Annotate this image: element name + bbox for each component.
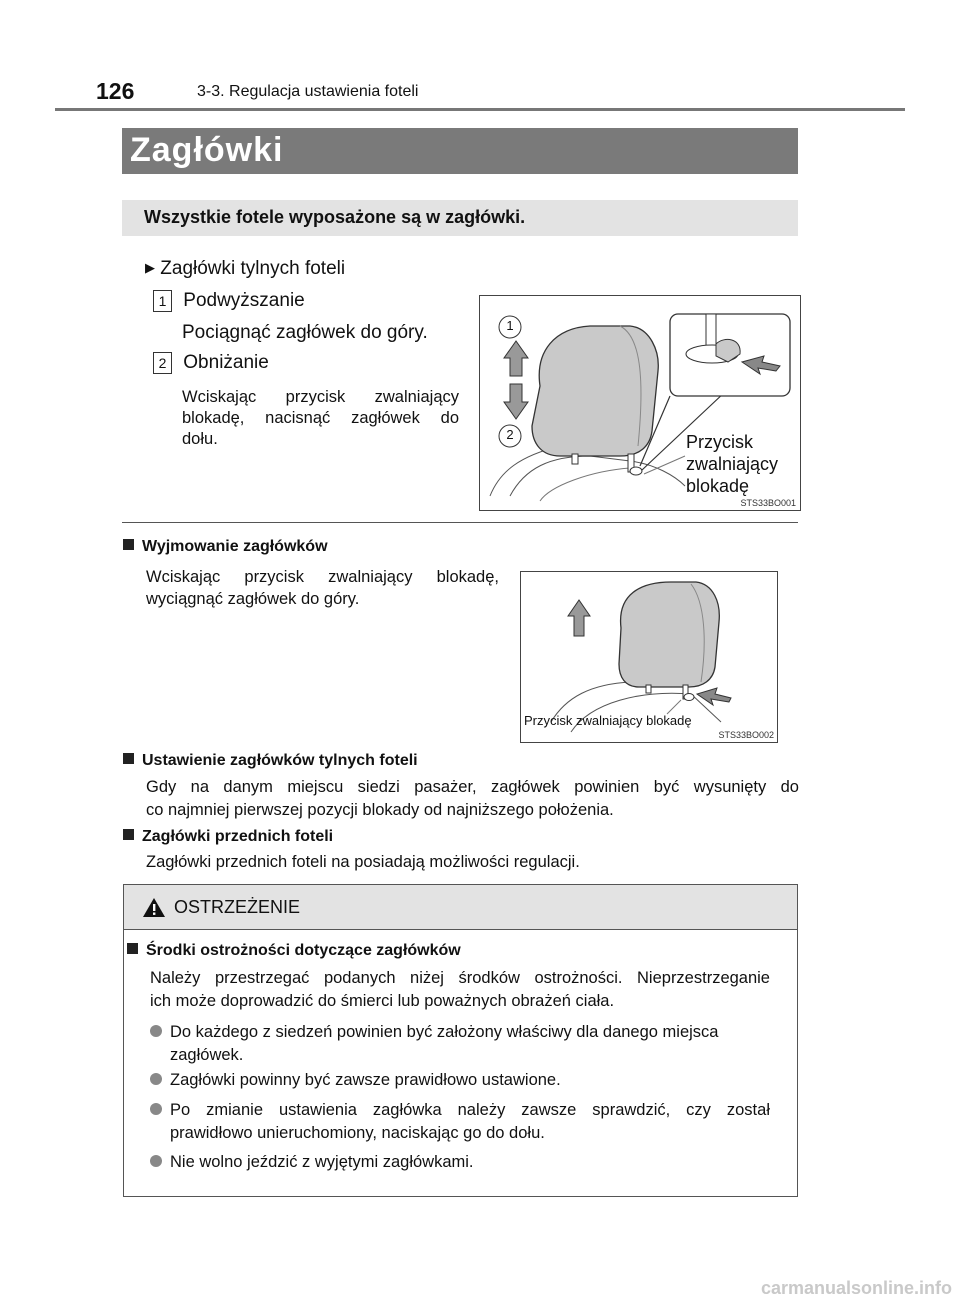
subtitle: Wszystkie fotele wyposażone są w zagłówki. — [144, 207, 526, 227]
figure2-caption: STS33BO002 — [718, 730, 774, 740]
rear-adjust-text-line: Gdy na danym miejscu siedzi pasażer, zagłówek powinien być wysunięty do — [146, 778, 799, 796]
step-2-text-line: blokadę, nacisnąć zagłówek do — [182, 409, 459, 427]
square-bullet-icon — [123, 829, 134, 840]
step-number-1: 1 — [153, 290, 172, 312]
warning-intro-line: Należy przestrzegać podanych niżej środków ostrożności. Nieprzestrzeganie — [150, 969, 770, 987]
warning-intro — [150, 967, 770, 1013]
front-text: Zagłówki przednich foteli na posiadają możliwości regulacji. — [146, 853, 580, 871]
step-2 — [153, 352, 269, 374]
warning-heading-text: Środki ostrożności dotyczące zagłówków — [146, 942, 461, 959]
warning-bullet-text: Po zmianie ustawienia zagłówka należy zawsze sprawdzić, czy został — [170, 1101, 770, 1119]
warning-box — [123, 884, 798, 1197]
figure-caption: STS33BO001 — [740, 498, 796, 508]
front-heading — [123, 828, 333, 846]
square-bullet-icon — [127, 943, 138, 954]
figure-label-line: Przycisk — [686, 432, 753, 452]
warning-bullet-2 — [150, 1071, 790, 1090]
rear-adjust-heading-text: Ustawienie zagłówków tylnych foteli — [142, 752, 418, 769]
rear-adjust-text-line: co najmniej pierwszej pozycji blokady od najniższego położenia. — [146, 801, 614, 819]
removal-text — [146, 566, 499, 610]
warning-bullet-text: Nie wolno jeździć z wyjętymi zagłówkami. — [170, 1153, 474, 1171]
figure-label-line: zwalniający — [686, 454, 779, 474]
removal-text-line: wyciągnąć zagłówek do góry. — [146, 590, 360, 608]
step-1-label: Podwyższanie — [183, 290, 305, 312]
warning-bullet-text: Do każdego z siedzeń powinien być założony właściwy dla danego miejsca — [170, 1023, 719, 1041]
circle-bullet-icon — [150, 1103, 162, 1115]
subtitle-bar — [122, 200, 798, 236]
triangle-bullet-icon: ▶ — [145, 260, 155, 275]
page-title: Zagłówki — [130, 131, 284, 169]
front-heading-text: Zagłówki przednich foteli — [142, 828, 334, 845]
removal-text-line: Wciskając przycisk zwalniający blokadę, — [146, 568, 499, 586]
warning-header — [124, 885, 797, 930]
step-2-label: Obniżanie — [183, 352, 269, 374]
chapter-title: 3-3. Regulacja ustawienia foteli — [197, 83, 419, 100]
warning-bullet-3 — [150, 1099, 770, 1145]
section-separator — [122, 522, 798, 523]
warning-triangle-icon — [142, 897, 166, 918]
figure-headrest-removal — [520, 571, 778, 743]
watermark: carmanualsonline.info — [760, 1278, 952, 1298]
warning-bullet-1 — [150, 1021, 790, 1067]
rear-heading-text: Zagłówki tylnych foteli — [160, 258, 346, 279]
step-1-text: Pociągnąć zagłówek do góry. — [182, 322, 428, 343]
warning-bullet-text: prawidłowo unieruchomiony, naciskając go do dołu. — [170, 1124, 545, 1142]
warning-bullet-4 — [150, 1153, 790, 1172]
warning-title: OSTRZEŻENIE — [174, 897, 301, 917]
circle-bullet-icon — [150, 1073, 162, 1085]
title-bar — [122, 128, 798, 174]
figure-marker-1: 1 — [506, 318, 514, 333]
removal-heading — [123, 538, 328, 556]
figure-label-line: blokadę — [686, 476, 750, 496]
step-number-2: 2 — [153, 352, 172, 374]
step-2-text-line: dołu. — [182, 430, 218, 448]
circle-bullet-icon — [150, 1155, 162, 1167]
warning-heading — [127, 942, 461, 960]
header-rule — [55, 108, 905, 111]
figure-marker-2: 2 — [506, 427, 514, 442]
rear-adjust-heading — [123, 752, 418, 770]
circle-bullet-icon — [150, 1025, 162, 1037]
step-2-text-line: Wciskając przycisk zwalniający — [182, 388, 459, 406]
figure-label — [686, 431, 778, 497]
figure-headrest-adjust — [479, 295, 801, 511]
square-bullet-icon — [123, 539, 134, 550]
warning-bullet-text: Zagłówki powinny być zawsze prawidłowo ustawione. — [170, 1071, 561, 1089]
warning-intro-line: ich może doprowadzić do śmierci lub poważnych obrażeń ciała. — [150, 992, 615, 1010]
square-bullet-icon — [123, 753, 134, 764]
step-1 — [153, 290, 305, 312]
warning-bullet-text: zagłówek. — [170, 1046, 244, 1064]
figure2-label: Przycisk zwalniający blokadę — [524, 713, 692, 728]
step-2-text — [182, 387, 459, 450]
removal-heading-text: Wyjmowanie zagłówków — [142, 538, 328, 555]
rear-adjust-text — [146, 776, 799, 822]
page-number: 126 — [96, 78, 135, 104]
rear-heading — [145, 258, 345, 280]
